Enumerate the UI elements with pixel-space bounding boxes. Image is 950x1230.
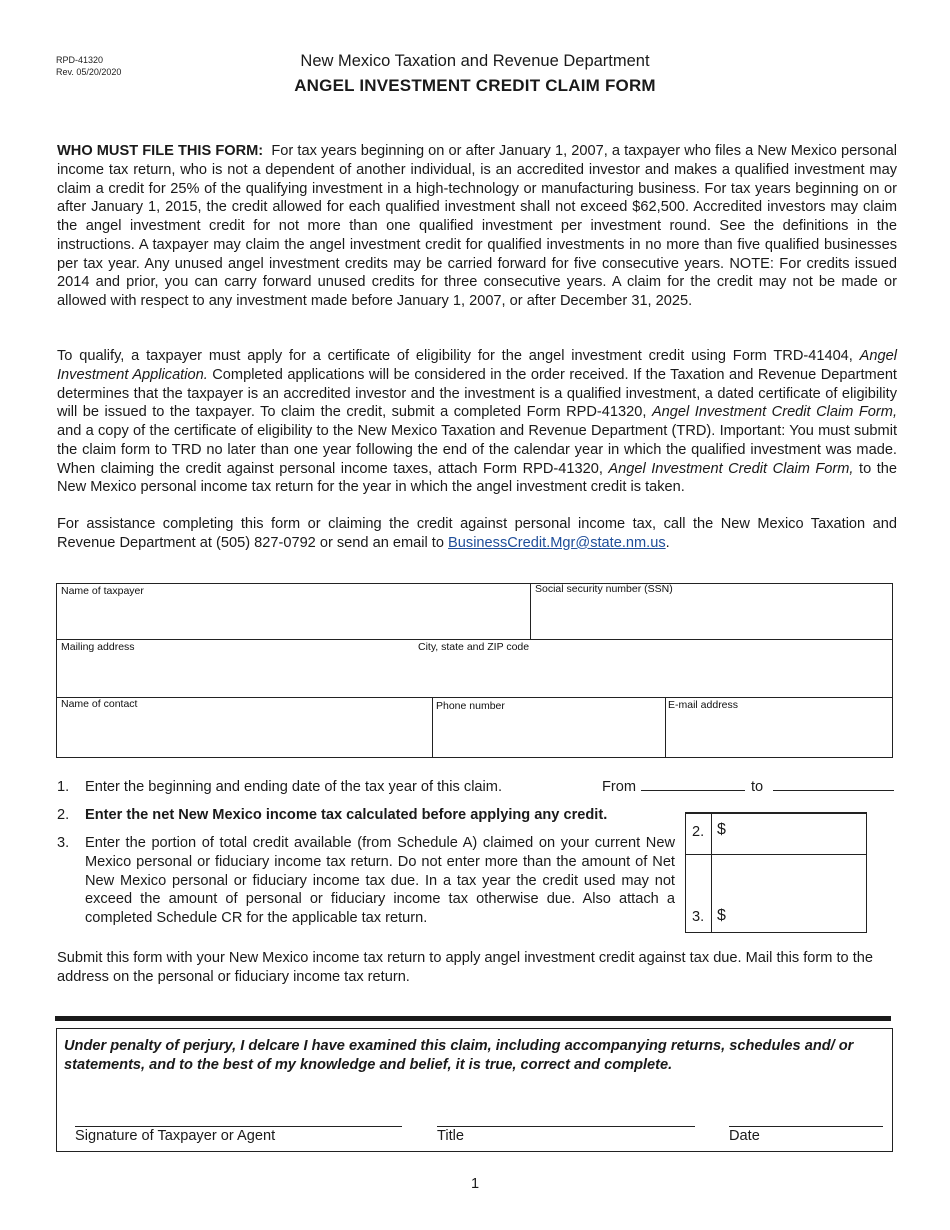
date-line[interactable] — [729, 1126, 883, 1127]
agency-name: New Mexico Taxation and Revenue Department — [300, 52, 650, 70]
assistance-text: For assistance completing this form or claiming the credit against personal income tax, call the New Mexico Taxation and Revenue Department at (505) 827-0792 or send an email to — [57, 516, 897, 551]
city-state-zip-field[interactable] — [412, 640, 892, 697]
submit-instructions: Submit this form with your New Mexico income tax return to apply angel investment credit against tax due. Mail this form to the address on the personal or fiduciary income tax return. — [57, 950, 873, 985]
form-number: RPD-41320 — [56, 55, 104, 65]
mailing-address-field[interactable] — [57, 640, 412, 697]
contact-name-label: Name of contact — [61, 698, 138, 710]
perjury-declaration: Under penalty of perjury, I delcare I have examined this claim, including accompanying returns, schedules and/ or statements, and to the best of my knowledge and belief, it is true, correct and complete. — [64, 1038, 854, 1073]
amount-boxes — [685, 812, 867, 933]
box-3-dollar-sign: $ — [717, 907, 726, 924]
line-3-amount-field[interactable] — [686, 855, 866, 933]
from-label: From — [602, 779, 637, 795]
email-label: E-mail address — [668, 699, 739, 711]
who-must-file-paragraph — [57, 142, 897, 311]
qualify-form-name-3: Angel Investment Credit Claim Form, — [608, 460, 854, 477]
line-2-number: 2. — [57, 807, 70, 823]
revision-date: Rev. 05/20/2020 — [56, 67, 122, 77]
qualify-paragraph — [57, 347, 897, 497]
box-3-label: 3. — [692, 909, 705, 925]
title-label: Title — [437, 1128, 465, 1144]
phone-field[interactable] — [433, 698, 665, 757]
signature-label: Signature of Taxpayer or Agent — [75, 1128, 276, 1144]
assistance-end: . — [665, 534, 670, 551]
declaration-top-bar — [55, 1016, 891, 1021]
city-state-zip-label: City, state and ZIP code — [418, 641, 530, 653]
date-label: Date — [729, 1128, 760, 1144]
phone-label: Phone number — [436, 700, 505, 712]
line-3-text: Enter the portion of total credit available (from Schedule A) claimed on your current New Mexico personal or fiduciary income tax return. Do not enter more than the amount of Net New Mexico personal or fiduciary income tax due. In a tax year the credit used may not exceed the amount of personal or fiduciary income tax otherwise due. Also attach a completed Schedule CR for the applicable tax return. — [85, 835, 675, 926]
line-1-number: 1. — [57, 779, 70, 795]
assistance-email-link[interactable]: BusinessCredit.Mgr@state.nm.us — [448, 534, 666, 551]
taxpayer-name-label: Name of taxpayer — [61, 585, 144, 597]
title-line[interactable] — [437, 1126, 695, 1127]
line-3-number: 3. — [57, 835, 70, 851]
page-number: 1 — [470, 1176, 480, 1192]
box-2-label: 2. — [692, 824, 705, 840]
assistance-paragraph — [57, 515, 897, 553]
ssn-label: Social security number (SSN) — [535, 583, 673, 595]
to-label: to — [751, 779, 764, 795]
qualify-form-name-1: Angel Investment Application. — [57, 348, 897, 383]
taxpayer-name-field[interactable] — [57, 584, 530, 639]
who-must-file-text: For tax years beginning on or after January 1, 2007, a taxpayer who files a New Mexico personal income tax return, who is not a dependent of another individual, is an accredited investor and makes a qualified investment may claim a credit for 25% of the qualifying investment in a high-technology or manufacturing business. For tax years beginning on or after January 1, 2015, the credit allowed for each qualified investment shall not exceed $62,500. Accredited investors may claim the angel investment credit for not more than one qualified investment per investment round. See the definitions in the instructions. A taxpayer may claim the angel investment credit for qualified investments in no more than five qualified businesses per tax year. Any unused angel investment credits may be carried forward for five consecutive years. NOTE: For credits issued 2014 and prior, you can carry forward unused credits for three consecutive years. A claim for the credit may not be made or allowed with respect to any investment made before January 1, 2007, or after December 31, 2025. — [57, 143, 898, 309]
qualify-text-2: Completed applications will be considered in the order received. If the Taxation and Revenue Department determines that the taxpayer is an accredited investor and the investment is a qualified investment, a dated certificate of eligibility will be issued to the taxpayer. To claim the credit, submit a completed Form RPD-41320, — [57, 366, 897, 421]
line-1-row — [0, 778, 950, 798]
line-1-text: Enter the beginning and ending date of the tax year of this claim. — [85, 779, 503, 795]
qualify-form-name-2: Angel Investment Credit Claim Form, — [651, 404, 897, 421]
who-must-file-label: WHO MUST FILE THIS FORM: — [57, 143, 264, 159]
line-2-text: Enter the net New Mexico income tax calculated before applying any credit. — [85, 807, 608, 823]
qualify-text-4: to the New Mexico personal income tax return for the year in which the angel investment credit is taken. — [57, 460, 897, 496]
contact-name-field[interactable] — [57, 698, 432, 757]
declaration-box — [56, 1028, 893, 1152]
form-title: ANGEL INVESTMENT CREDIT CLAIM FORM — [294, 76, 656, 95]
line-2-amount-field[interactable] — [686, 814, 866, 854]
ssn-field[interactable] — [531, 584, 892, 639]
qualify-text-1: To qualify, a taxpayer must apply for a certificate of eligibility for the angel investment credit using Form TRD-41404, — [57, 348, 853, 364]
signature-line[interactable] — [75, 1126, 402, 1127]
email-field[interactable] — [666, 698, 892, 757]
qualify-text-3: and a copy of the certificate of eligibility to the New Mexico Taxation and Revenue Department (TRD). Important: You must submit the claim form to TRD no later than one year following the end of the calendar year in which the qualified investment was made. When claiming the credit against personal income taxes, attach Form RPD-41320, — [57, 423, 897, 477]
from-date-field[interactable] — [641, 790, 745, 791]
mailing-address-label: Mailing address — [61, 641, 135, 653]
box-2-dollar-sign: $ — [717, 821, 726, 838]
taxpayer-info-grid — [56, 583, 893, 758]
to-date-field[interactable] — [773, 790, 894, 791]
